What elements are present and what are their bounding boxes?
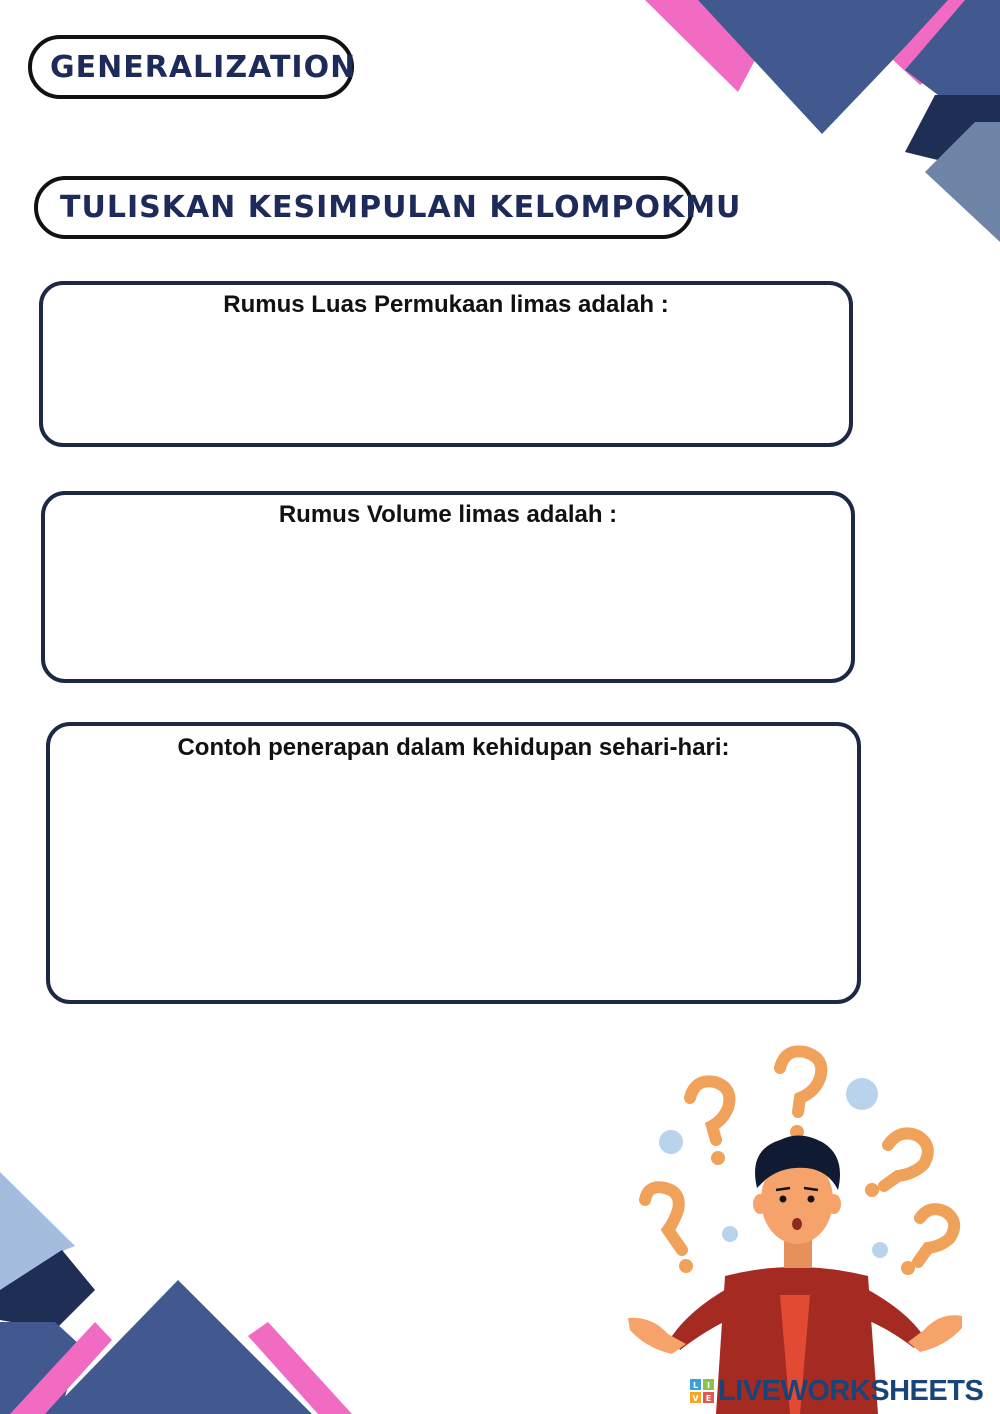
answer-box-surface-area [39,281,853,447]
bubble-icon [659,1130,683,1154]
answer-box-application [46,722,861,1004]
question-mark-icon [918,1209,954,1262]
daily-application-input[interactable] [74,776,833,982]
svg-text:E: E [705,1394,712,1403]
answer-box-label: Rumus Luas Permukaan limas adalah : [223,291,669,318]
question-mark-icon [645,1187,682,1250]
section-title-text: GENERALIZATION [50,49,357,85]
answer-box-label: Rumus Volume limas adalah : [278,501,618,528]
bubble-icon [722,1226,738,1242]
watermark-text: LIVEWORKSHEETS [718,1374,984,1407]
question-mark-icon [780,1051,821,1112]
svg-text:I: I [707,1381,710,1390]
volume-formula-input[interactable] [69,545,827,661]
bubble-icon [846,1078,878,1110]
instruction-title [34,176,742,239]
question-mark-icon [884,1133,928,1186]
instruction-title-text: TULISKAN KESIMPULAN KELOMPOKMU [60,190,742,225]
bottom-left-decoration [0,1172,352,1414]
question-mark-icon [690,1081,729,1140]
svg-text:V: V [692,1394,699,1403]
thinking-person-illustration [620,1040,980,1414]
surface-area-formula-input[interactable] [67,335,825,425]
bubble-icon [872,1242,888,1258]
answer-box-volume [41,491,855,683]
answer-box-label: Contoh penerapan dalam kehidupan sehari-hari: [177,734,730,761]
section-title [28,35,357,99]
liveworksheets-watermark [690,1374,983,1408]
liveworksheets-logo-icon [690,1379,714,1403]
svg-text:L: L [692,1381,699,1390]
